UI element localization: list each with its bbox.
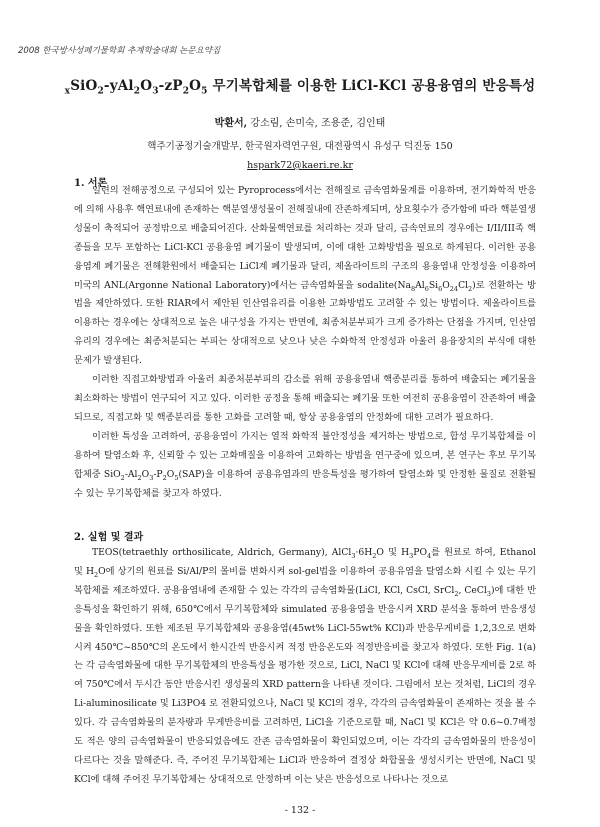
email-line bbox=[0, 160, 600, 171]
section-intro-body bbox=[74, 182, 536, 503]
author-list bbox=[0, 114, 600, 129]
section-heading-experiment: 2. 실험 및 결과 bbox=[74, 532, 144, 543]
co-authors: 강소림, 손미숙, 조용준, 김인태 bbox=[247, 118, 386, 129]
page-number: - 132 - bbox=[284, 805, 316, 816]
affiliation: 핵주기공정기술개발부, 한국원자력연구원, 대전광역시 유성구 덕진동 150 bbox=[147, 141, 453, 152]
intro-paragraph-3: 이러한 특성을 고려하여, 공용융염이 가지는 열적 화학적 불안정성을 제거하는 방법으로, 합성 무기복합체를 이용하여 탈염소화 후, 신뢰할 수 있는 고화매질을 이용하여 고화하는 방법을 연구중에 있으며, 본 연구는 후보 무기복합체중 $SiO_2-Al_2O_3-P_2O_5(SAP)$을 이용하여 공용유염과의 반응특성을 평가하여 탈염소화 및 안정한 물질로 전환될 수 있는 무기복합체를 찾고자 하였다. bbox=[74, 430, 536, 499]
intro-paragraph-2: 이러한 직접고화방법과 아울러 최종처분부피의 감소를 위해 공용융염내 핵종분리를 통하여 배출되는 폐기물을 최소화하는 방법이 연구되어 지고 있다. 이러한 공정을 통해 배출되는 폐기물 또한 여전히 공용융염이 잔존하여 배출되므로, 직접고화 및 핵종분리를 통한 고화를 고려할 때, 항상 공용융염의 안정화에 대한 고려가 필요하다. bbox=[74, 374, 536, 423]
experiment-paragraph-1: TEOS(tetraethly orthosilicate, Aldrich, Germany), $AlCl_3\cdot 6H_2O$ 및 $H_3PO_4$를 원료로 하여, Ethanol 및 $H_2O$에 상기의 원료를 Si/Al/P의 몰비를 변화시켜 sol-gel법을 이용하여 공용유염을 탈염소화 시킬 수 있는 무기복합체를 제조하였다. 공용융염내에 존재할 수 있는 각각의 금속염화물(LiCl, KCl, CsCl, SrCl$_2$, CeCl$_3$)에 대한 반응특성을 확인하기 위해, 650℃에서 무기복합체와 simulated 공용융염을 반응시켜 XRD 분석을 통하여 반응생성물을 확인하였다. 또한 제조된 무기복합체와 공용융염(45wt% LiCl-55wt% KCl)과 반응무게비를 1,2,3으로 변화시켜 450℃~850℃의 온도에서 한시간씩 반응시켜 적정 반응온도와 적정반응비를 찾고자 하였다. 또한 Fig. 1(a)는 각 금속염화물에 대한 무기복합체의 반응특성을 평가한 것으로, LiCl, NaCl 및 KCl에 대해 반응무게비를 2로 하여 750℃에서 두시간 동안 반응시킨 생성물의 XRD pattern을 나타낸 것이다. 그림에서 보는 것처럼, LiCl의 경우 Li-aluminosilicate 및 Li3PO4 로 전환되었으나, NaCl 및 KCl의 경우, 각각의 금속염화물이 존재하는 것을 볼 수 있다. 각 금속염화물의 분자량과 무게반응비를 고려하면, LiCl을 기준으로할 때, NaCl 및 KCl은 약 0.6~0.7배정도 적은 양의 금속염화물이 반응되었음에도 잔존 금속염화물이 확인되었으며, 이는 각각의 금속염화물의 반응성이 다르다는 것을 말해준다. 즉, 주어진 무기복합체는 LiCl과 반응하여 결정상 화합물을 생성시키는 반면에, NaCl 및 KCl에 대해 주어진 무기복합체는 상대적으로 안정하며 이는 낮은 반응성으로 나타나는 것으로 bbox=[74, 547, 537, 785]
email-link[interactable]: hspark72@kaeri.re.kr bbox=[247, 160, 353, 171]
section-experiment-body bbox=[74, 544, 536, 790]
running-header: 2008 한국방사성폐기물학회 추계학술대회 논문요약집 bbox=[18, 46, 221, 56]
section-heading-intro: 1. 서론 bbox=[74, 178, 108, 189]
paper-title: $_xSiO_2-yAl_2O_3-zP_2O_5$ 무기복합체를 이용한 LiCl-KCl 공용융염의 반응특성 bbox=[64, 78, 536, 97]
intro-paragraph-1: 일련의 전해공정으로 구성되어 있는 Pyroprocess에서는 전해질로 금속염화물계를 이용하며, 전기화학적 반응에 의해 사용후 핵연료내에 존재하는 핵분열생성물이 전해질내에 잔존하게되며, 상요횟수가 증가함에 따라 핵분열생성물이 축적되어 공정밖으로 배출되어진다. 산화물핵연료를 처리하는 것과 달리, 금속연료의 경우에는 I/II/III족 핵종들을 모두 포함하는 LiCl-KCl 공용융염 폐기물이 발생되며, 이에 대한 고화방법을 필요로 하게된다. 이러한 공용융염계 폐기물은 전해환원에서 배출되는 LiCl계 폐기물과 달리, 제올라이트의 구조의 용융염내 안정성을 이용하여 미국의 ANL(Argonne National Laboratory)에서는 금속염화물을 $sodalite(Na_8Al_6Si_6O_{24}Cl_2)$로 전환하는 방법을 제안하였다. 또한 RIAR에서 제안된 인산염유리를 이용한 고화방법도 고려할 수 있는 방법이다. 제올라이트를 이용하는 경우에는 상대적으로 높은 내구성을 가지는 반면에, 최종처분부피가 크게 증가하는 단점을 가지며, 인산염 유리의 경우에는 최종처분되는 부피는 상대적으로 낮으나 낮은 수화학적 안정성과 아울러 용융장치의 부식에 대한 문제가 발생된다. bbox=[74, 185, 536, 367]
lead-author: 박환서, bbox=[214, 118, 248, 129]
title-subscript: x bbox=[64, 86, 71, 97]
